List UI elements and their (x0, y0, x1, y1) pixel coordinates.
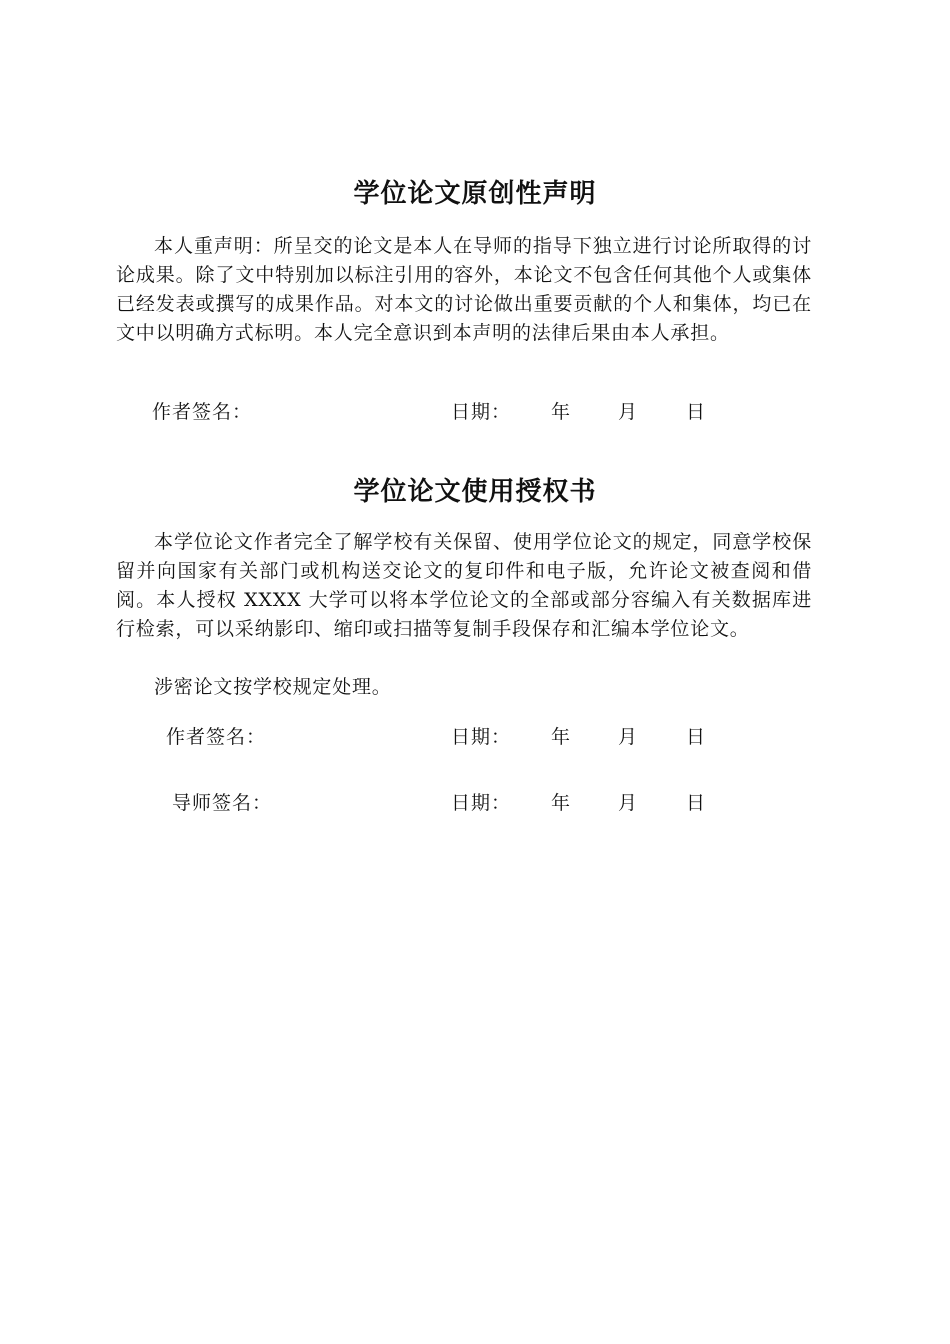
authorization-body: 本学位论文作者完全了解学校有关保留、使用学位论文的规定，同意学校保留并向国家有关部门或机构送交论文的复印件和电子版，允许论文被查阅和借阅。本人授权 XXXX 大学可以将本学位论文的全部或部分容编入有关数据库进行检索，可以采纳影印、缩印或扫描等复制手段保存和汇编本学位论文。 (116, 531, 812, 640)
classified-note: 涉密论文按学校规定处理。 (154, 676, 392, 698)
authorization-title: 学位论文使用授权书 (353, 477, 597, 507)
day-label: 日 (686, 726, 707, 748)
date-label: 日期： (451, 726, 512, 748)
author-signature-label: 作者签名： (166, 726, 267, 748)
date-label: 日期： (451, 792, 512, 814)
year-label: 年 (551, 401, 572, 423)
originality-title: 学位论文原创性声明 (353, 179, 597, 209)
year-label: 年 (551, 726, 572, 748)
author-signature-label: 作者签名： (152, 401, 253, 423)
day-label: 日 (686, 401, 707, 423)
month-label: 月 (618, 792, 639, 814)
month-label: 月 (618, 401, 639, 423)
month-label: 月 (618, 726, 639, 748)
day-label: 日 (686, 792, 707, 814)
originality-body: 本人重声明：所呈交的论文是本人在导师的指导下独立进行讨论所取得的讨论成果。除了文中特别加以标注引用的容外，本论文不包含任何其他个人或集体已经发表或撰写的成果作品。对本文的讨论做出重要贡献的个人和集体，均已在文中以明确方式标明。本人完全意识到本声明的法律后果由本人承担。 (116, 235, 812, 344)
year-label: 年 (551, 792, 572, 814)
date-label: 日期： (451, 401, 512, 423)
advisor-signature-label: 导师签名： (172, 792, 273, 814)
